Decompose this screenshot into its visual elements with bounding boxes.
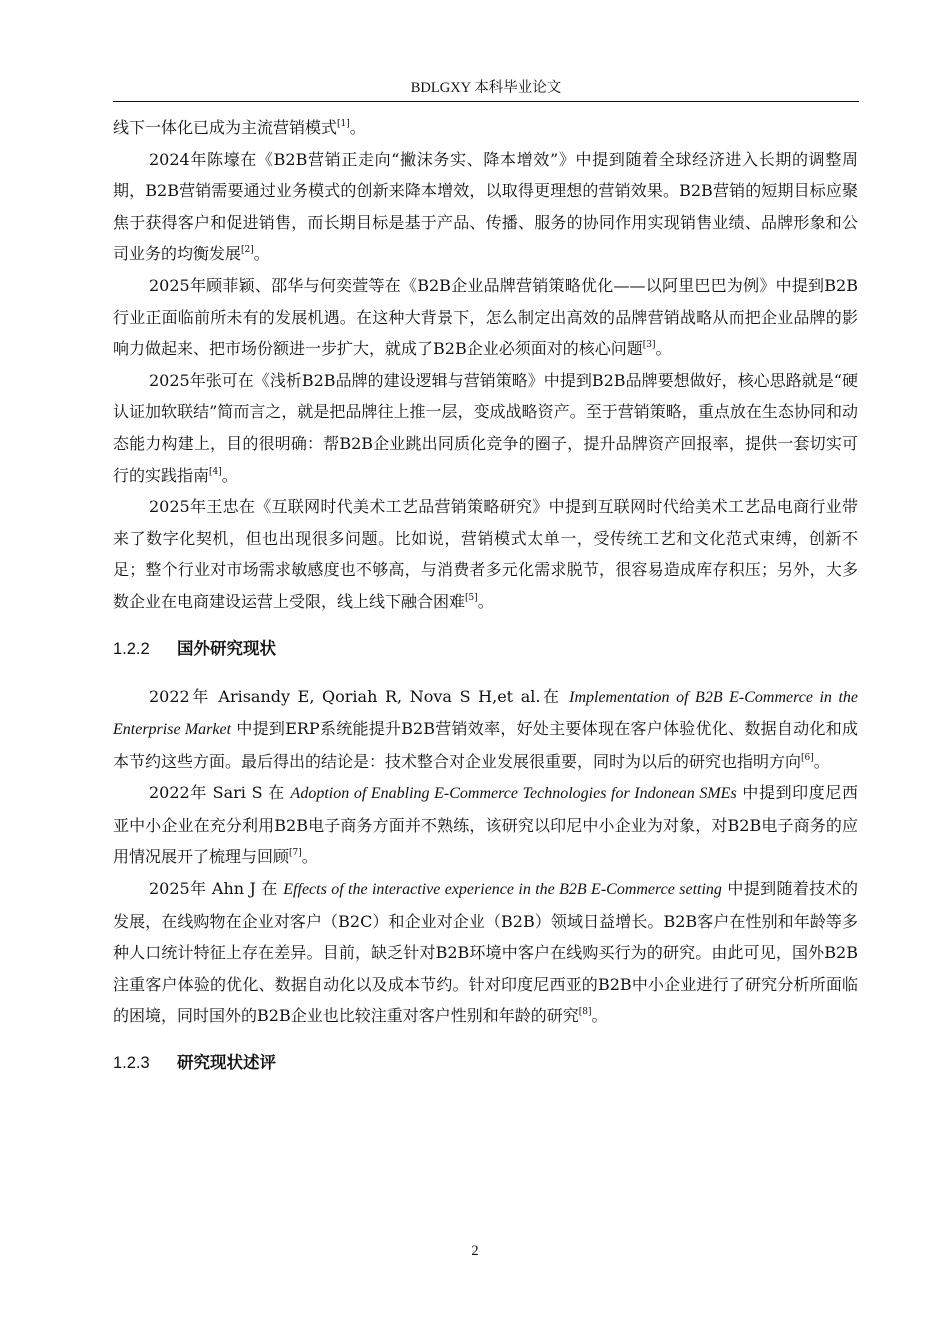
citation: [4] bbox=[209, 466, 222, 477]
section-title: 研究现状述评 bbox=[177, 1053, 276, 1073]
paragraph: 2025年 Ahn J 在 Effects of the interactive experience in the B2B E-Commerce setting 中提到随着技术的发展，在线购物在企业对客户（B2C）和企业对企业（B2B）领域日益增长。B2B客户在性别和年龄等多种人口统计特征上存在差异。目前，缺乏针对B2B环境中客户在线购买行为的研究。由此可见，国外B2B注重客户体验的优化、数据自动化以及成本节约。针对印度尼西亚的B2B中小企业进行了研究分析所面临的困境，同时国外的B2B企业也比较注重对客户性别和年龄的研究[8]。 bbox=[113, 879, 858, 1026]
paragraph: 2022年 Arisandy E, Qoriah R, Nova S H,et al.在 Implementation of B2B E-Commerce in the Enterprise Market 中提到ERP系统能提升B2B营销效率，好处主要体现在客户体验优化、数据自动化和成本节约这些方面。最后得出的结论是：技术整合对企业发展很重要，同时为以后的研究也指明方向[6]。 bbox=[113, 686, 859, 771]
section-heading bbox=[113, 1048, 858, 1078]
paragraph: 2022年 Sari S 在 Adoption of Enabling E-Commerce Technologies for Indonean SMEs 中提到印度尼西亚中小企业在充分利用B2B电子商务方面并不熟练，该研究以印尼中小企业为对象，对B2B电子商务的应用情况展开了梳理与回顾[7]。 bbox=[113, 783, 859, 867]
citation: [6] bbox=[801, 752, 814, 763]
paragraph: 2024年陈壕在《B2B营销正走向“撇沫务实、降本增效”》中提到随着全球经济进入长期的调整周期，B2B营销需要通过业务模式的创新来降本增效，以取得更理想的营销效果。B2B营销的短期目标应聚焦于获得客户和促进销售，而长期目标是基于产品、传播、服务的协同作用实现销售业绩、品牌形象和公司业务的均衡发展[2]。 bbox=[113, 149, 858, 264]
citation: [5] bbox=[465, 592, 478, 603]
header-rule bbox=[113, 101, 859, 102]
citation: [1] bbox=[337, 119, 350, 129]
paragraph: 2025年张可在《浅析B2B品牌的建设逻辑与营销策略》中提到B2B品牌要想做好，核心思路就是“硬认证加软联结”简而言之，就是把品牌往上推一层，变成战略资产。至于营销策略，重点放在生态协同和动态能力构建上，目的很明确：帮B2B企业跳出同质化竞争的圈子，提升品牌资产回报率，提供一套切实可行的实践指南[4]。 bbox=[113, 370, 858, 485]
paragraph: 2025年王忠在《互联网时代美术工艺品营销策略研究》中提到互联网时代给美术工艺品电商行业带来了数字化契机，但也出现很多问题。比如说，营销模式太单一，受传统工艺和文化范式束缚，创新不足；整个行业对市场需求敏感度也不够高，与消费者多元化需求脱节，很容易造成库存积压；另外，大多数企业在电商建设运营上受限，线上线下融合困难[5]。 bbox=[113, 497, 858, 611]
paragraph: 2025年顾菲颖、邵华与何奕萱等在《B2B企业品牌营销策略优化——以阿里巴巴为例》中提到B2B行业正面临前所未有的发展机遇。在这种大背景下，怎么制定出高效的品牌营销战略从而把企业品牌的影响力做起来、把市场份额进一步扩大，就成了B2B企业必须面对的核心问题[3]。 bbox=[113, 275, 858, 359]
cited-title: Adoption of Enabling E-Commerce Technologies for Indonean SMEs bbox=[290, 785, 737, 803]
section-heading bbox=[113, 634, 858, 664]
citation: [8] bbox=[578, 1007, 592, 1018]
section-number: 1.2.3 bbox=[113, 1054, 150, 1073]
body-text bbox=[113, 112, 858, 1095]
cited-title: Implementation of B2B E-Commerce in the Enterprise Market bbox=[113, 688, 858, 739]
section-number: 1.2.2 bbox=[113, 639, 150, 658]
paragraph: 线下一体化已成为主流营销模式[1]。 bbox=[113, 118, 366, 137]
section-title: 国外研究现状 bbox=[177, 638, 276, 658]
citation: [7] bbox=[289, 848, 302, 859]
running-header: BDLGXY 本科毕业论文 bbox=[410, 80, 562, 96]
cited-title: Effects of the interactive experience in the B2B E-Commerce setting bbox=[283, 881, 722, 899]
citation: [2] bbox=[241, 245, 254, 256]
citation: [3] bbox=[642, 340, 656, 351]
page-number: 2 bbox=[471, 1243, 479, 1259]
